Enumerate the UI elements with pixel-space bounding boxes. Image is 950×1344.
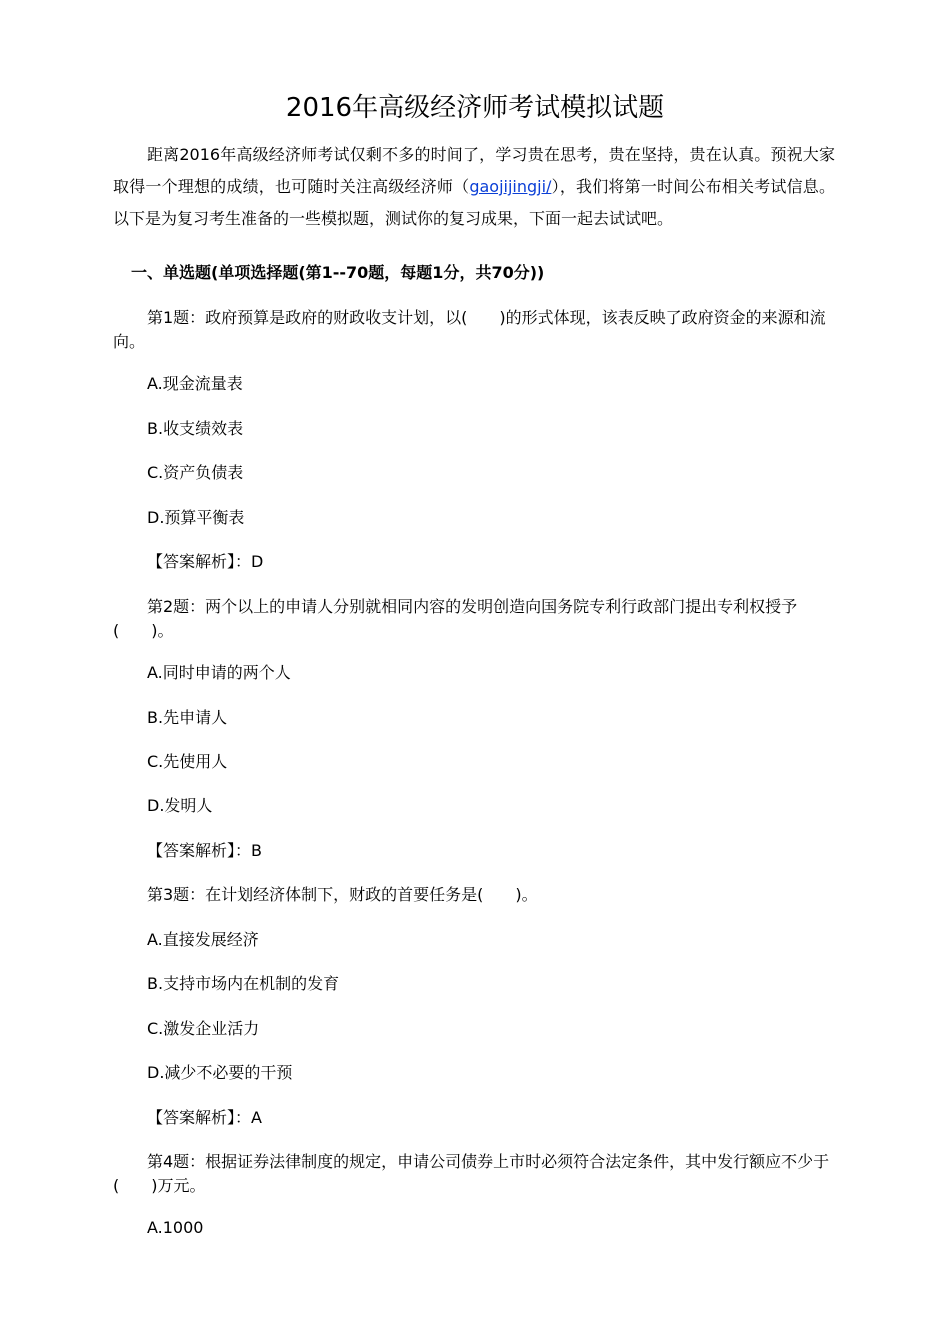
question-2-option-a: A.同时申请的两个人 (147, 663, 291, 682)
question-3-option-c: C.激发企业活力 (147, 1019, 260, 1038)
question-3-option-b: B.支持市场内在机制的发育 (147, 974, 340, 993)
document-title: 2016年高级经济师考试模拟试题 (285, 93, 665, 123)
question-1-option-b: B.收支绩效表 (147, 419, 244, 438)
question-3-text: 第3题：在计划经济体制下，财政的首要任务是( )。 (147, 885, 538, 904)
question-1-text: 第1题：政府预算是政府的财政收支计划，以( )的形式体现，该表反映了政府资金的来源和流向。 (113, 308, 826, 351)
question-3-answer: 【答案解析】：A (147, 1108, 262, 1127)
question-4-text: 第4题：根据证券法律制度的规定，申请公司债券上市时必须符合法定条件，其中发行额应不少于( )万元。 (113, 1152, 830, 1195)
question-3-option-a: A.直接发展经济 (147, 930, 259, 949)
question-1-option-c: C.资产负债表 (147, 463, 244, 482)
question-2-answer: 【答案解析】：B (147, 841, 262, 860)
intro-text-before-link: 距离2016年高级经济师考试仅剩不多的时间了，学习贵在思考，贵在坚持，贵在认真。预祝大家取得一个理想的成绩，也可随时关注高级经济师（ (113, 145, 835, 196)
question-2-text: 第2题：两个以上的申请人分别就相同内容的发明创造向国务院专利行政部门提出专利权授予( )。 (113, 597, 798, 640)
question-2-option-b: B.先申请人 (147, 708, 228, 727)
question-1-option-a: A.现金流量表 (147, 374, 243, 393)
question-4-option-a: A.1000 (147, 1218, 204, 1237)
question-3-option-d: D.减少不必要的干预 (147, 1063, 293, 1082)
intro-paragraph (113, 139, 835, 235)
question-2-option-d: D.发明人 (147, 796, 213, 815)
question-1-option-d: D.预算平衡表 (147, 508, 245, 527)
question-2-option-c: C.先使用人 (147, 752, 228, 771)
intro-text-after-link: ），我们将第一时间公布相关考试信息。以下是为复习考生准备的一些模拟题，测试你的复习成果，下面一起去试试吧。 (113, 177, 835, 228)
section-heading: 一、单选题(单项选择题(第1--70题，每题1分，共70分)) (131, 263, 545, 282)
gaojijingji-link[interactable]: gaojijingji/ (469, 177, 552, 196)
question-1-answer: 【答案解析】：D (147, 552, 264, 571)
